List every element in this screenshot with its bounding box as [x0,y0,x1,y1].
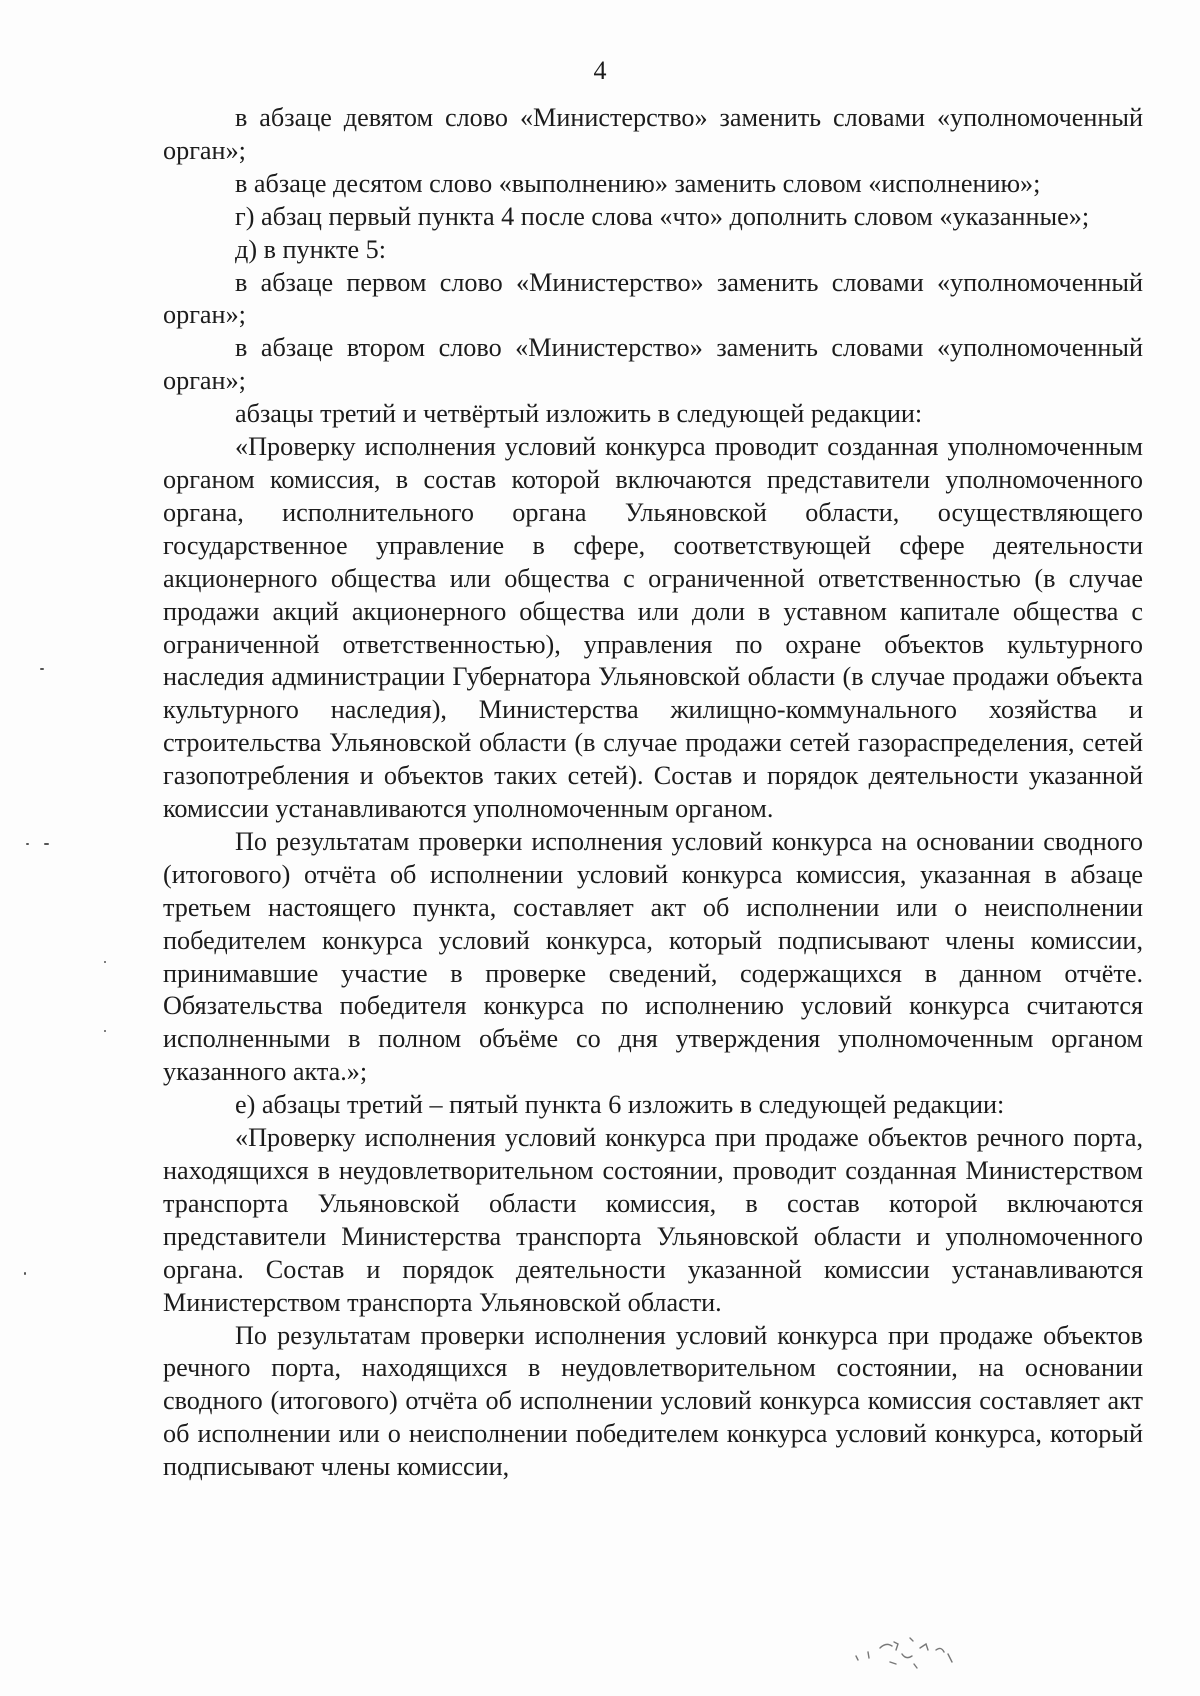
paragraph-4: д) в пункте 5: [235,234,386,264]
scan-artifact [40,668,44,670]
paragraph-7: абзацы третий и четвёртый изложить в следующей редакции: [235,399,923,429]
paragraph-6: в абзаце втором слово «Министерство» заменить словами «уполномоченный орган»; [163,333,1143,396]
stamp-marks [850,1630,970,1674]
paragraph-3: г) абзац первый пункта 4 после слова «что» дополнить словом «указанные»; [235,201,1090,231]
paragraph-5: в абзаце первом слово «Министерство» заменить словами «уполномоченный орган»; [163,267,1143,330]
scan-artifact [104,961,106,963]
paragraph-8: «Проверку исполнения условий конкурса проводит созданная уполномоченным органом комиссия, в состав которой включаются представители уполномоченного органа, исполнительного органа Ульяновской области, осуществляющего государственное управление в сфере, соответствующей сфере деятельности акционерного общества или общества с ограниченной ответственностью (в случае продажи акций акционерного общества или доли в уставном капитале общества с ограниченной ответственностью), управления по охране объектов культурного наследия администрации Губернатора Ульяновской области (в случае продажи объекта культурного наследия), Министерства жилищно-коммунального хозяйства и строительства Ульяновской области (в случае продажи сетей газораспределения, сетей газопотребления и объектов таких сетей). Состав и порядок деятельности указанной комиссии устанавливаются уполномоченным органом. [163,432,1143,824]
scan-artifact [26,843,29,845]
page-number: 4 [593,56,607,85]
scan-artifact [44,843,49,845]
paragraph-1: в абзаце девятом слово «Министерство» заменить словами «уполномоченный орган»; [163,103,1143,165]
paragraph-9: По результатам проверки исполнения условий конкурса на основании сводного (итогового) отчёта об исполнении условий конкурса комиссия, указанная в абзаце третьем настоящего пункта, составляет акт об исполнении или о неисполнении победителем конкурса условий конкурса, который подписывают члены комиссии, принимавшие участие в проверке сведений, содержащихся в данном отчёте. Обязательства победителя конкурса по исполнению условий конкурса считаются исполненными в полном объёме со дня утверждения уполномоченным органом указанного акта.»; [163,826,1143,1087]
scan-artifact [104,1030,106,1032]
paragraph-12: По результатам проверки исполнения условий конкурса при продаже объектов речного порта, находящихся в неудовлетворительном состоянии, на основании сводного (итогового) отчёта об исполнении условий конкурса комиссия составляет акт об исполнении или о неисполнении победителем конкурса условий конкурса, который подписывают члены комиссии, [163,1320,1143,1482]
scan-artifact [24,1272,26,1275]
document-body [163,102,1143,1484]
paragraph-10: е) абзацы третий – пятый пункта 6 изложить в следующей редакции: [235,1090,1005,1120]
paragraph-11: «Проверку исполнения условий конкурса при продаже объектов речного порта, находящихся в неудовлетворительном состоянии, проводит созданная Министерством транспорта Ульяновской области комиссия, в состав которой включаются представители Министерства транспорта Ульяновской области и уполномоченного органа. Состав и порядок деятельности указанной комиссии устанавливаются Министерством транспорта Ульяновской области. [163,1123,1143,1317]
paragraph-2: в абзаце десятом слово «выполнению» заменить словом «исполнению»; [235,168,1041,198]
